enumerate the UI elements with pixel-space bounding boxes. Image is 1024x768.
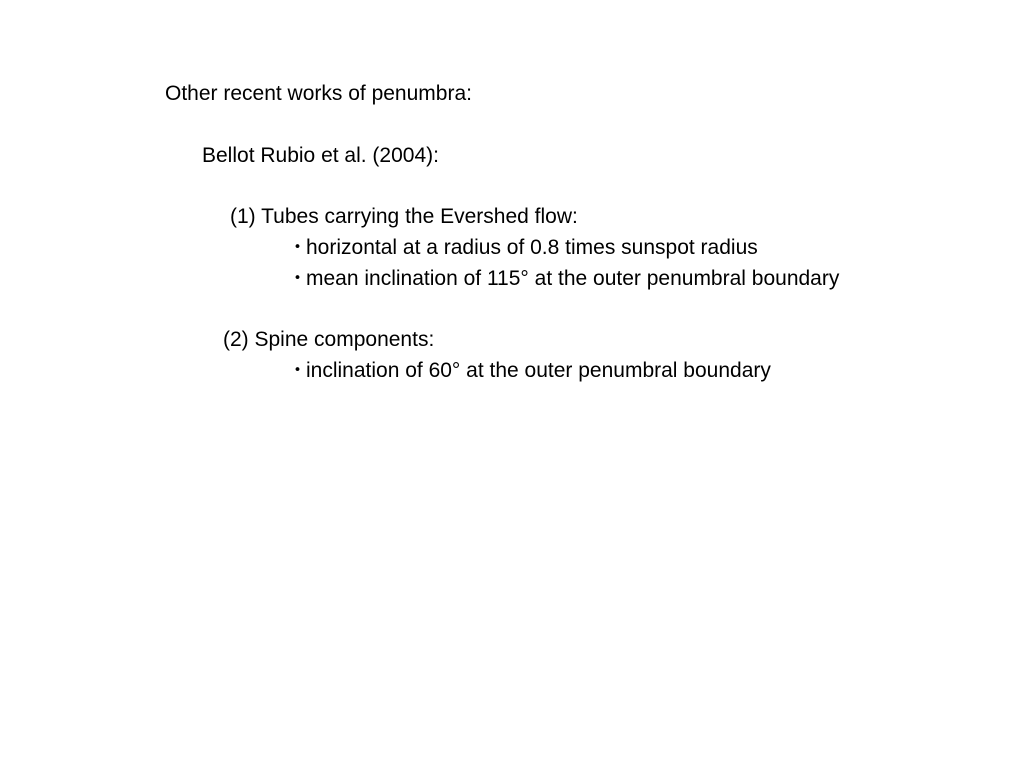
group-2-bullet-1	[287, 358, 771, 384]
reference-title: Bellot Rubio et al. (2004):	[202, 144, 439, 167]
group-1-title: (1) Tubes carrying the Evershed flow:	[230, 205, 578, 228]
slide-heading: Other recent works of penumbra:	[165, 82, 472, 105]
bullet-text: mean inclination of 115° at the outer penumbral boundary	[306, 267, 840, 290]
bullet-marker: ・	[287, 359, 308, 382]
bullet-text: horizontal at a radius of 0.8 times sunspot radius	[306, 236, 758, 259]
bullet-marker: ・	[287, 236, 308, 259]
group-1-bullet-2	[287, 266, 839, 292]
bullet-text: inclination of 60° at the outer penumbral boundary	[306, 359, 771, 382]
bullet-marker: ・	[287, 267, 308, 290]
group-2-title: (2) Spine components:	[223, 328, 435, 351]
group-1-bullet-1	[287, 235, 758, 261]
